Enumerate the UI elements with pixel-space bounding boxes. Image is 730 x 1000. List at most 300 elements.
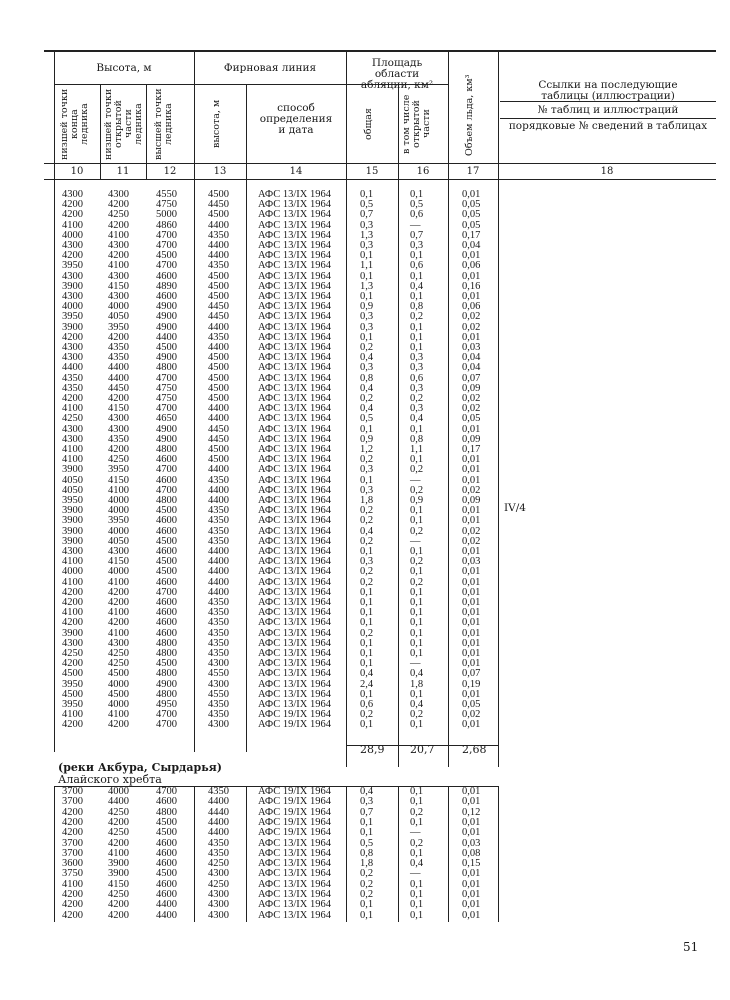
cell-top-height: 4500	[156, 505, 177, 517]
cell-end-height: 3900	[62, 515, 83, 527]
cell-firn-height: 4350	[208, 637, 229, 649]
cell-open-height: 4050	[108, 311, 129, 323]
cell-area-open: 0,1	[410, 796, 424, 808]
cell-firn-method: АФС 19/IX 1964	[258, 806, 331, 818]
cell-firn-height: 4250	[208, 878, 229, 890]
cell-top-height: 4600	[156, 270, 177, 282]
cell-firn-height: 4400	[208, 816, 229, 828]
cell-top-height: 4400	[156, 909, 177, 921]
cell-area-total: 0,8	[360, 847, 374, 859]
cell-firn-method: АФС 13/IX 1964	[258, 909, 331, 921]
cell-area-open: —	[410, 219, 421, 231]
cell-ice-volume: 0,19	[462, 678, 481, 690]
cell-top-height: 4600	[156, 796, 177, 808]
cell-ice-volume: 0,01	[462, 816, 481, 828]
group-rule-firn	[194, 84, 346, 85]
table-row	[0, 797, 730, 807]
cell-firn-method: АФС 19/IX 1964	[258, 816, 331, 828]
cell-firn-height: 4440	[208, 806, 229, 818]
cell-end-height: 4000	[62, 301, 83, 313]
cell-end-height: 3750	[62, 868, 83, 880]
cell-end-height: 4200	[62, 331, 83, 343]
cell-area-total: 0,7	[360, 209, 374, 221]
cell-top-height: 4550	[156, 189, 177, 200]
cell-firn-height: 4500	[208, 382, 229, 394]
cell-open-height: 4400	[108, 362, 129, 374]
col16-header: в том числе открытой части	[401, 94, 432, 154]
cell-area-open: 0,9	[410, 495, 424, 506]
cell-area-open: 0,1	[410, 291, 424, 302]
cell-area-total: 0,5	[360, 837, 374, 849]
cell-ice-volume: 0,01	[462, 597, 481, 608]
cell-open-height: 4250	[108, 648, 129, 659]
cell-ice-volume: 0,01	[462, 270, 481, 282]
cell-end-height: 4000	[62, 566, 83, 578]
col11-header: низшей точки открытой части ледника	[103, 88, 144, 160]
cell-ice-volume: 0,01	[462, 899, 481, 911]
cell-firn-height: 4400	[208, 566, 229, 578]
cell-area-total: 0,1	[360, 546, 374, 557]
cell-top-height: 4890	[156, 280, 177, 292]
cell-firn-height: 4350	[208, 535, 229, 547]
cell-firn-height: 4500	[208, 444, 229, 455]
cell-area-total: 0,4	[360, 525, 374, 537]
cell-firn-method: АФС 13/IX 1964	[258, 858, 331, 870]
table-row	[0, 312, 730, 322]
cell-firn-method: АФС 19/IX 1964	[258, 709, 331, 721]
cell-area-total: 0,3	[360, 321, 374, 333]
cell-end-height: 4400	[62, 362, 83, 374]
cell-firn-method: АФС 19/IX 1964	[258, 796, 331, 808]
cell-area-open: —	[410, 827, 421, 839]
refs-rule-2	[500, 118, 716, 119]
cell-firn-height: 4350	[208, 607, 229, 619]
cell-end-height: 4300	[62, 270, 83, 282]
cell-open-height: 4100	[108, 627, 129, 639]
cell-firn-height: 4400	[208, 827, 229, 839]
cell-ice-volume: 0,02	[462, 525, 481, 537]
cell-area-total: 0,1	[360, 719, 374, 731]
cell-firn-method: АФС 13/IX 1964	[258, 331, 331, 343]
table-row	[0, 900, 730, 910]
cell-firn-method: АФС 13/IX 1964	[258, 617, 331, 629]
cell-ice-volume: 0,16	[462, 280, 481, 292]
cell-area-total: 0,1	[360, 617, 374, 629]
cell-firn-height: 4500	[208, 372, 229, 384]
cell-top-height: 4800	[156, 444, 177, 455]
cell-area-open: 0,1	[410, 637, 424, 649]
cell-area-open: 0,1	[410, 909, 424, 921]
cell-firn-method: АФС 13/IX 1964	[258, 352, 331, 364]
cell-area-total: 0,5	[360, 413, 374, 425]
cell-top-height: 4600	[156, 474, 177, 486]
cell-open-height: 4250	[108, 889, 129, 900]
cell-ice-volume: 0,02	[462, 403, 481, 415]
cell-firn-method: АФС 13/IX 1964	[258, 546, 331, 557]
cell-firn-height: 4350	[208, 786, 229, 797]
cell-firn-method: АФС 13/IX 1964	[258, 454, 331, 466]
cell-firn-method: АФС 13/IX 1964	[258, 484, 331, 496]
cell-area-open: 0,2	[410, 484, 424, 496]
cell-ice-volume: 0,03	[462, 837, 481, 849]
cell-area-open: 0,1	[410, 331, 424, 343]
cell-firn-height: 4500	[208, 291, 229, 302]
colnum-16: 16	[416, 166, 430, 177]
cell-firn-height: 4400	[208, 796, 229, 808]
cell-end-height: 3950	[62, 311, 83, 323]
cell-end-height: 4300	[62, 240, 83, 251]
cell-area-open: 0,1	[410, 719, 424, 731]
cell-open-height: 4200	[108, 444, 129, 455]
cell-end-height: 4200	[62, 658, 83, 670]
cell-ice-volume: 0,02	[462, 535, 481, 547]
cell-firn-method: АФС 13/IX 1964	[258, 372, 331, 384]
cell-firn-height: 4500	[208, 270, 229, 282]
cell-firn-height: 4300	[208, 719, 229, 731]
cell-firn-height: 4300	[208, 899, 229, 911]
cell-firn-method: АФС 13/IX 1964	[258, 899, 331, 911]
cell-open-height: 4150	[108, 556, 129, 568]
cell-area-total: 0,4	[360, 668, 374, 680]
cell-end-height: 4000	[62, 229, 83, 241]
cell-ice-volume: 0,01	[462, 250, 481, 262]
cell-top-height: 4500	[156, 868, 177, 880]
cell-firn-height: 4350	[208, 837, 229, 849]
cell-open-height: 4300	[108, 291, 129, 302]
cell-open-height: 4100	[108, 484, 129, 496]
cell-open-height: 4000	[108, 699, 129, 710]
cell-top-height: 4800	[156, 495, 177, 506]
cell-open-height: 4200	[108, 617, 129, 629]
cell-end-height: 4200	[62, 617, 83, 629]
cell-top-height: 4700	[156, 786, 177, 797]
cell-area-open: 0,2	[410, 464, 424, 476]
cell-area-open: 0,7	[410, 229, 424, 241]
cell-area-open: 0,1	[410, 321, 424, 333]
cell-top-height: 4700	[156, 403, 177, 415]
cell-ice-volume: 0,01	[462, 868, 481, 880]
cell-area-total: 0,2	[360, 868, 374, 880]
cell-area-total: 1,8	[360, 858, 374, 870]
cell-ice-volume: 0,06	[462, 301, 481, 313]
cell-end-height: 4050	[62, 484, 83, 496]
cell-firn-height: 4300	[208, 868, 229, 880]
cell-area-open: 0,4	[410, 858, 424, 870]
cell-area-open: 0,2	[410, 576, 424, 588]
colnum-bottom-rule	[44, 179, 716, 180]
cell-firn-method: АФС 13/IX 1964	[258, 342, 331, 353]
cell-ice-volume: 0,01	[462, 515, 481, 527]
cell-area-total: 0,2	[360, 535, 374, 547]
colnum-14: 14	[289, 166, 303, 177]
cell-area-open: 0,1	[410, 847, 424, 859]
cell-open-height: 3950	[108, 515, 129, 527]
cell-area-total: 0,4	[360, 403, 374, 415]
cell-top-height: 4500	[156, 250, 177, 262]
cell-top-height: 4600	[156, 858, 177, 870]
cell-open-height: 4000	[108, 786, 129, 797]
cell-top-height: 4700	[156, 240, 177, 251]
cell-firn-method: АФС 13/IX 1964	[258, 474, 331, 486]
cell-open-height: 4150	[108, 280, 129, 292]
cell-area-open: —	[410, 658, 421, 670]
cell-firn-method: АФС 13/IX 1964	[258, 607, 331, 619]
cell-ice-volume: 0,17	[462, 229, 481, 241]
cell-firn-method: АФС 13/IX 1964	[258, 515, 331, 527]
firn-group-header: Фирновая линия	[223, 62, 317, 74]
cell-firn-method: АФС 13/IX 1964	[258, 586, 331, 598]
cell-firn-method: АФС 13/IX 1964	[258, 699, 331, 710]
cell-area-open: 0,3	[410, 352, 424, 364]
cell-end-height: 4200	[62, 827, 83, 839]
cell-open-height: 4000	[108, 301, 129, 313]
cell-top-height: 4600	[156, 889, 177, 900]
cell-area-total: 0,1	[360, 331, 374, 343]
cell-end-height: 3700	[62, 796, 83, 808]
cell-top-height: 4400	[156, 331, 177, 343]
header-bottom-rule	[44, 163, 716, 164]
cell-open-height: 4000	[108, 525, 129, 537]
cell-open-height: 4200	[108, 331, 129, 343]
cell-firn-height: 4350	[208, 847, 229, 859]
cell-firn-height: 4500	[208, 280, 229, 292]
cell-top-height: 4500	[156, 566, 177, 578]
cell-firn-height: 4400	[208, 586, 229, 598]
cell-area-total: 0,1	[360, 909, 374, 921]
cell-area-open: 1,8	[410, 678, 424, 690]
cell-area-open: 0,1	[410, 878, 424, 890]
cell-area-open: 0,1	[410, 816, 424, 828]
cell-firn-height: 4500	[208, 454, 229, 466]
cell-firn-height: 4350	[208, 597, 229, 608]
cell-top-height: 4400	[156, 899, 177, 911]
table-row	[0, 567, 730, 577]
cell-top-height: 4800	[156, 806, 177, 818]
cell-top-height: 4700	[156, 484, 177, 496]
cell-area-total: 0,1	[360, 648, 374, 659]
cell-end-height: 4100	[62, 709, 83, 721]
cell-firn-height: 4400	[208, 546, 229, 557]
cell-top-height: 4650	[156, 413, 177, 425]
cell-firn-height: 4350	[208, 627, 229, 639]
cell-top-height: 4800	[156, 362, 177, 374]
table-row	[0, 839, 730, 849]
cell-ice-volume: 0,02	[462, 709, 481, 721]
cell-end-height: 4200	[62, 899, 83, 911]
cell-firn-height: 4300	[208, 678, 229, 690]
cell-area-total: 0,1	[360, 423, 374, 435]
cell-top-height: 4600	[156, 546, 177, 557]
cell-open-height: 4050	[108, 535, 129, 547]
cell-end-height: 3900	[62, 627, 83, 639]
cell-ice-volume: 0,01	[462, 827, 481, 839]
cell-ice-volume: 0,09	[462, 433, 481, 445]
cell-end-height: 3700	[62, 837, 83, 849]
cell-ice-volume: 0,01	[462, 719, 481, 731]
cell-ice-volume: 0,01	[462, 617, 481, 629]
cell-firn-method: АФС 13/IX 1964	[258, 189, 331, 200]
cell-top-height: 4500	[156, 658, 177, 670]
cell-area-open: 0,1	[410, 786, 424, 797]
cell-firn-method: АФС 13/IX 1964	[258, 260, 331, 272]
cell-area-total: 0,7	[360, 806, 374, 818]
cell-ice-volume: 0,05	[462, 209, 481, 221]
cell-top-height: 4750	[156, 393, 177, 404]
cell-ice-volume: 0,01	[462, 586, 481, 598]
cell-ice-volume: 0,03	[462, 342, 481, 353]
table-row	[0, 363, 730, 373]
cell-open-height: 4200	[108, 393, 129, 404]
cell-top-height: 4900	[156, 301, 177, 313]
cell-area-total: 0,1	[360, 270, 374, 282]
col17-header: Объем льда, км³	[464, 74, 475, 156]
cell-end-height: 4500	[62, 668, 83, 680]
cell-open-height: 4000	[108, 505, 129, 517]
cell-end-height: 3900	[62, 280, 83, 292]
cell-firn-method: АФС 13/IX 1964	[258, 535, 331, 547]
cell-end-height: 3950	[62, 699, 83, 710]
cell-top-height: 4900	[156, 678, 177, 690]
cell-area-total: 0,5	[360, 199, 374, 211]
cell-top-height: 4900	[156, 321, 177, 333]
cell-firn-height: 4400	[208, 321, 229, 333]
cell-firn-method: АФС 13/IX 1964	[258, 597, 331, 608]
cell-end-height: 4100	[62, 576, 83, 588]
cell-open-height: 4350	[108, 342, 129, 353]
cell-top-height: 4750	[156, 382, 177, 394]
cell-area-open: —	[410, 535, 421, 547]
colnum-15: 15	[365, 166, 379, 177]
cell-area-total: 0,1	[360, 597, 374, 608]
cell-firn-height: 4400	[208, 403, 229, 415]
cell-top-height: 4500	[156, 535, 177, 547]
top-rule	[44, 50, 716, 52]
cell-open-height: 4400	[108, 796, 129, 808]
cell-area-open: 0,2	[410, 311, 424, 323]
cell-top-height: 4600	[156, 576, 177, 588]
cell-firn-method: АФС 13/IX 1964	[258, 240, 331, 251]
cell-top-height: 4700	[156, 586, 177, 598]
cell-open-height: 4300	[108, 270, 129, 282]
cell-firn-height: 4300	[208, 889, 229, 900]
cell-open-height: 4350	[108, 352, 129, 364]
cell-end-height: 3900	[62, 525, 83, 537]
cell-area-total: 0,3	[360, 556, 374, 568]
cell-area-total: 0,6	[360, 699, 374, 710]
cell-top-height: 4600	[156, 291, 177, 302]
col14-header: способ определения и дата	[259, 102, 333, 136]
cell-top-height: 4800	[156, 688, 177, 700]
cell-firn-height: 4400	[208, 464, 229, 476]
cell-end-height: 4200	[62, 806, 83, 818]
cell-firn-method: АФС 13/IX 1964	[258, 209, 331, 221]
cell-firn-height: 4500	[208, 189, 229, 200]
cell-area-total: 0,1	[360, 586, 374, 598]
cell-ice-volume: 0,07	[462, 668, 481, 680]
cell-open-height: 4200	[108, 199, 129, 211]
cell-top-height: 4800	[156, 637, 177, 649]
cell-firn-method: АФС 13/IX 1964	[258, 362, 331, 374]
cell-end-height: 4300	[62, 423, 83, 435]
table-row	[0, 210, 730, 220]
cell-end-height: 3900	[62, 535, 83, 547]
cell-firn-height: 4550	[208, 688, 229, 700]
cell-end-height: 3700	[62, 786, 83, 797]
cell-open-height: 4200	[108, 219, 129, 231]
cell-ice-volume: 0,01	[462, 423, 481, 435]
cell-area-open: 0,1	[410, 423, 424, 435]
cell-area-open: 0,1	[410, 505, 424, 517]
cell-ice-volume: 0,01	[462, 786, 481, 797]
cell-area-total: 0,9	[360, 433, 374, 445]
cell-top-height: 4500	[156, 816, 177, 828]
cell-open-height: 4200	[108, 586, 129, 598]
cell-area-open: 0,1	[410, 607, 424, 619]
cell-firn-method: АФС 13/IX 1964	[258, 668, 331, 680]
cell-ice-volume: 0,01	[462, 454, 481, 466]
cell-firn-method: АФС 13/IX 1964	[258, 393, 331, 404]
cell-firn-height: 4400	[208, 413, 229, 425]
cell-end-height: 4200	[62, 199, 83, 211]
cell-firn-method: АФС 19/IX 1964	[258, 827, 331, 839]
cell-firn-height: 4350	[208, 699, 229, 710]
cell-area-open: 0,3	[410, 240, 424, 251]
cell-top-height: 4600	[156, 617, 177, 629]
cell-open-height: 4300	[108, 240, 129, 251]
cell-firn-method: АФС 13/IX 1964	[258, 321, 331, 333]
cell-open-height: 4200	[108, 597, 129, 608]
cell-firn-method: АФС 13/IX 1964	[258, 270, 331, 282]
cell-top-height: 4700	[156, 719, 177, 731]
cell-area-total: 0,2	[360, 393, 374, 404]
cell-end-height: 4300	[62, 433, 83, 445]
cell-firn-method: АФС 13/IX 1964	[258, 637, 331, 649]
section-subtitle: Алайского хребта	[58, 773, 162, 786]
cell-area-open: 0,2	[410, 556, 424, 568]
cell-area-open: 0,1	[410, 546, 424, 557]
cell-end-height: 3700	[62, 847, 83, 859]
cell-ice-volume: 0,05	[462, 699, 481, 710]
cell-top-height: 4600	[156, 878, 177, 890]
cell-firn-method: АФС 13/IX 1964	[258, 280, 331, 292]
cell-top-height: 4600	[156, 847, 177, 859]
cell-ice-volume: 0,01	[462, 607, 481, 619]
cell-firn-method: АФС 13/IX 1964	[258, 311, 331, 323]
cell-firn-height: 4500	[208, 362, 229, 374]
cell-end-height: 4200	[62, 586, 83, 598]
cell-ice-volume: 0,04	[462, 352, 481, 364]
cell-ice-volume: 0,17	[462, 444, 481, 455]
cell-top-height: 4600	[156, 525, 177, 537]
cell-area-total: 0,3	[360, 311, 374, 323]
cell-open-height: 4250	[108, 658, 129, 670]
ref-value: IV/4	[504, 502, 526, 514]
cell-firn-height: 4350	[208, 331, 229, 343]
cell-area-total: 0,2	[360, 342, 374, 353]
cell-firn-height: 4500	[208, 393, 229, 404]
cell-top-height: 5000	[156, 209, 177, 221]
cell-area-total: 0,2	[360, 566, 374, 578]
cell-open-height: 4300	[108, 546, 129, 557]
cell-ice-volume: 0,01	[462, 291, 481, 302]
section-title: (реки Акбура, Сырдарья)	[58, 761, 223, 774]
cell-ice-volume: 0,01	[462, 189, 481, 200]
cell-open-height: 4200	[108, 816, 129, 828]
cell-area-open: 0,6	[410, 260, 424, 272]
cell-firn-height: 4300	[208, 909, 229, 921]
cell-area-total: 0,3	[360, 484, 374, 496]
cell-firn-method: АФС 13/IX 1964	[258, 627, 331, 639]
